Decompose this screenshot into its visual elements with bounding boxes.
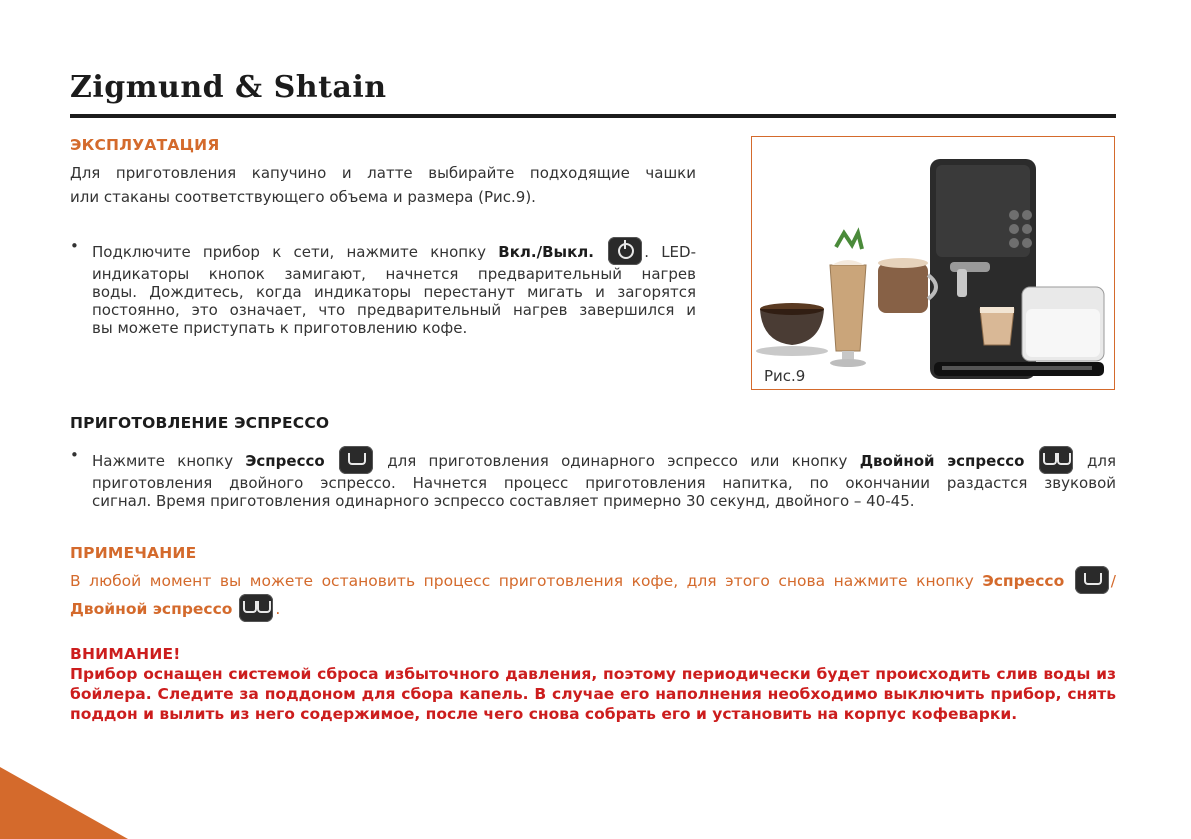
- warning-line: поддон и вылить из него содержимое, после чего снова собрать его и установить на корпус кофеварки.: [70, 705, 1018, 723]
- bullet-line: воды. Дождитесь, когда индикаторы перестанут мигать и загорятся: [92, 283, 696, 301]
- espresso-heading: ПРИГОТОВЛЕНИЕ ЭСПРЕССО: [70, 414, 330, 432]
- note-line: [70, 594, 1116, 622]
- bullet-line: вы можете приступать к приготовлению кофе.: [92, 319, 468, 337]
- bullet-line: [92, 237, 696, 265]
- bullet-dot: •: [70, 237, 79, 255]
- espresso-bullet: [70, 446, 1116, 510]
- intro-line: или стаканы соответствующего объема и размера (Рис.9).: [70, 188, 536, 206]
- note-espresso-label: Эспрессо: [982, 572, 1065, 590]
- bullet-text: для приготовления одинарного эспрессо или кнопку: [374, 452, 860, 470]
- bullet-text: для: [1074, 452, 1117, 470]
- note-double-espresso-label: Двойной эспрессо: [70, 600, 233, 618]
- warning-text: [70, 664, 1116, 724]
- double-espresso-label: Двойной эспрессо: [859, 452, 1025, 470]
- bullet-dot: •: [70, 446, 79, 464]
- operation-intro: [70, 161, 696, 209]
- header-rule: [70, 114, 1116, 118]
- note-fragment: В любой момент вы можете остановить процесс приготовления кофе, для этого снова нажмите кнопку: [70, 572, 983, 590]
- note-fragment: /: [1110, 572, 1116, 590]
- double-espresso-button-icon: [1039, 446, 1073, 474]
- operation-bullet: [70, 237, 696, 337]
- espresso-button-icon: [1075, 566, 1109, 594]
- warning-line: бойлера. Следите за поддоном для сбора капель. В случае его наполнения необходимо выключить прибор, снять: [70, 685, 1116, 703]
- note-line: [70, 566, 1116, 594]
- note-heading: ПРИМЕЧАНИЕ: [70, 544, 197, 562]
- bullet-line: сигнал. Время приготовления одинарного эспрессо составляет примерно 30 секунд, двойного – 40-45.: [92, 492, 915, 510]
- operation-heading: ЭКСПЛУАТАЦИЯ: [70, 136, 220, 154]
- warning-line: Прибор оснащен системой сброса избыточного давления, поэтому периодически будет происходить слив воды из: [70, 665, 1116, 683]
- figure-coffee-machine: [751, 136, 1115, 390]
- bullet-text: . LED-: [644, 243, 696, 261]
- corner-accent: [0, 767, 128, 839]
- bullet-line: постоянно, это означает, что предварительный нагрев завершился и: [92, 301, 696, 319]
- note-fragment: .: [275, 600, 281, 618]
- intro-line: Для приготовления капучино и латте выбирайте подходящие чашки: [70, 164, 696, 182]
- warning-heading: ВНИМАНИЕ!: [70, 645, 181, 663]
- brand-logo: Zigmund & Shtain: [70, 70, 387, 105]
- double-espresso-button-icon: [239, 594, 273, 622]
- note-text: [70, 566, 1116, 622]
- bullet-line: индикаторы кнопок замигают, начнется предварительный нагрев: [92, 265, 696, 283]
- bullet-line: приготовления двойного эспрессо. Начнется процесс приготовления напитка, по окончании раздастся звуковой: [92, 474, 1116, 492]
- espresso-label: Эспрессо: [245, 452, 325, 470]
- bullet-text: Нажмите кнопку: [92, 452, 246, 470]
- figure-caption: Рис.9: [764, 367, 806, 385]
- espresso-button-icon: [339, 446, 373, 474]
- bullet-line: [92, 446, 1116, 474]
- coffee-machine-illustration: [752, 137, 1114, 389]
- bullet-text: Подключите прибор к сети, нажмите кнопку: [92, 243, 499, 261]
- power-button-icon: [608, 237, 642, 265]
- power-label: Вкл./Выкл.: [498, 243, 594, 261]
